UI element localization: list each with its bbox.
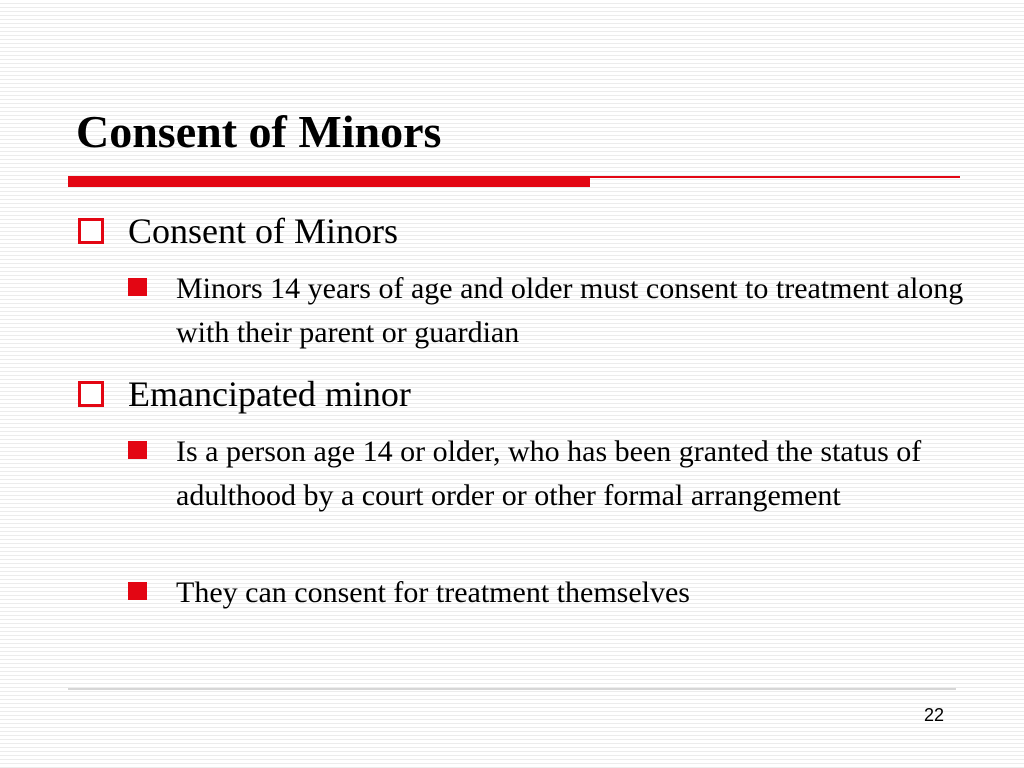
filled-square-bullet-icon [128,278,147,296]
footer-divider [68,688,956,690]
hollow-square-bullet-icon [78,218,104,244]
filled-square-bullet-icon [128,582,147,600]
slide-title: Consent of Minors [76,106,442,157]
bullet-label: Consent of Minors [128,211,398,251]
hollow-square-bullet-icon [78,381,104,407]
sub-bullet-text: They can consent for treatment themselves [176,576,690,609]
bullet-label: Emancipated minor [128,374,411,414]
page-number: 22 [923,705,944,725]
sub-bullet-text: Is a person age 14 or older, who has been granted the status of adulthood by a court order or other formal arrangement [176,435,922,512]
filled-square-bullet-icon [128,441,147,459]
sub-bullet-text: Minors 14 years of age and older must consent to treatment along with their parent or guardian [176,272,964,349]
